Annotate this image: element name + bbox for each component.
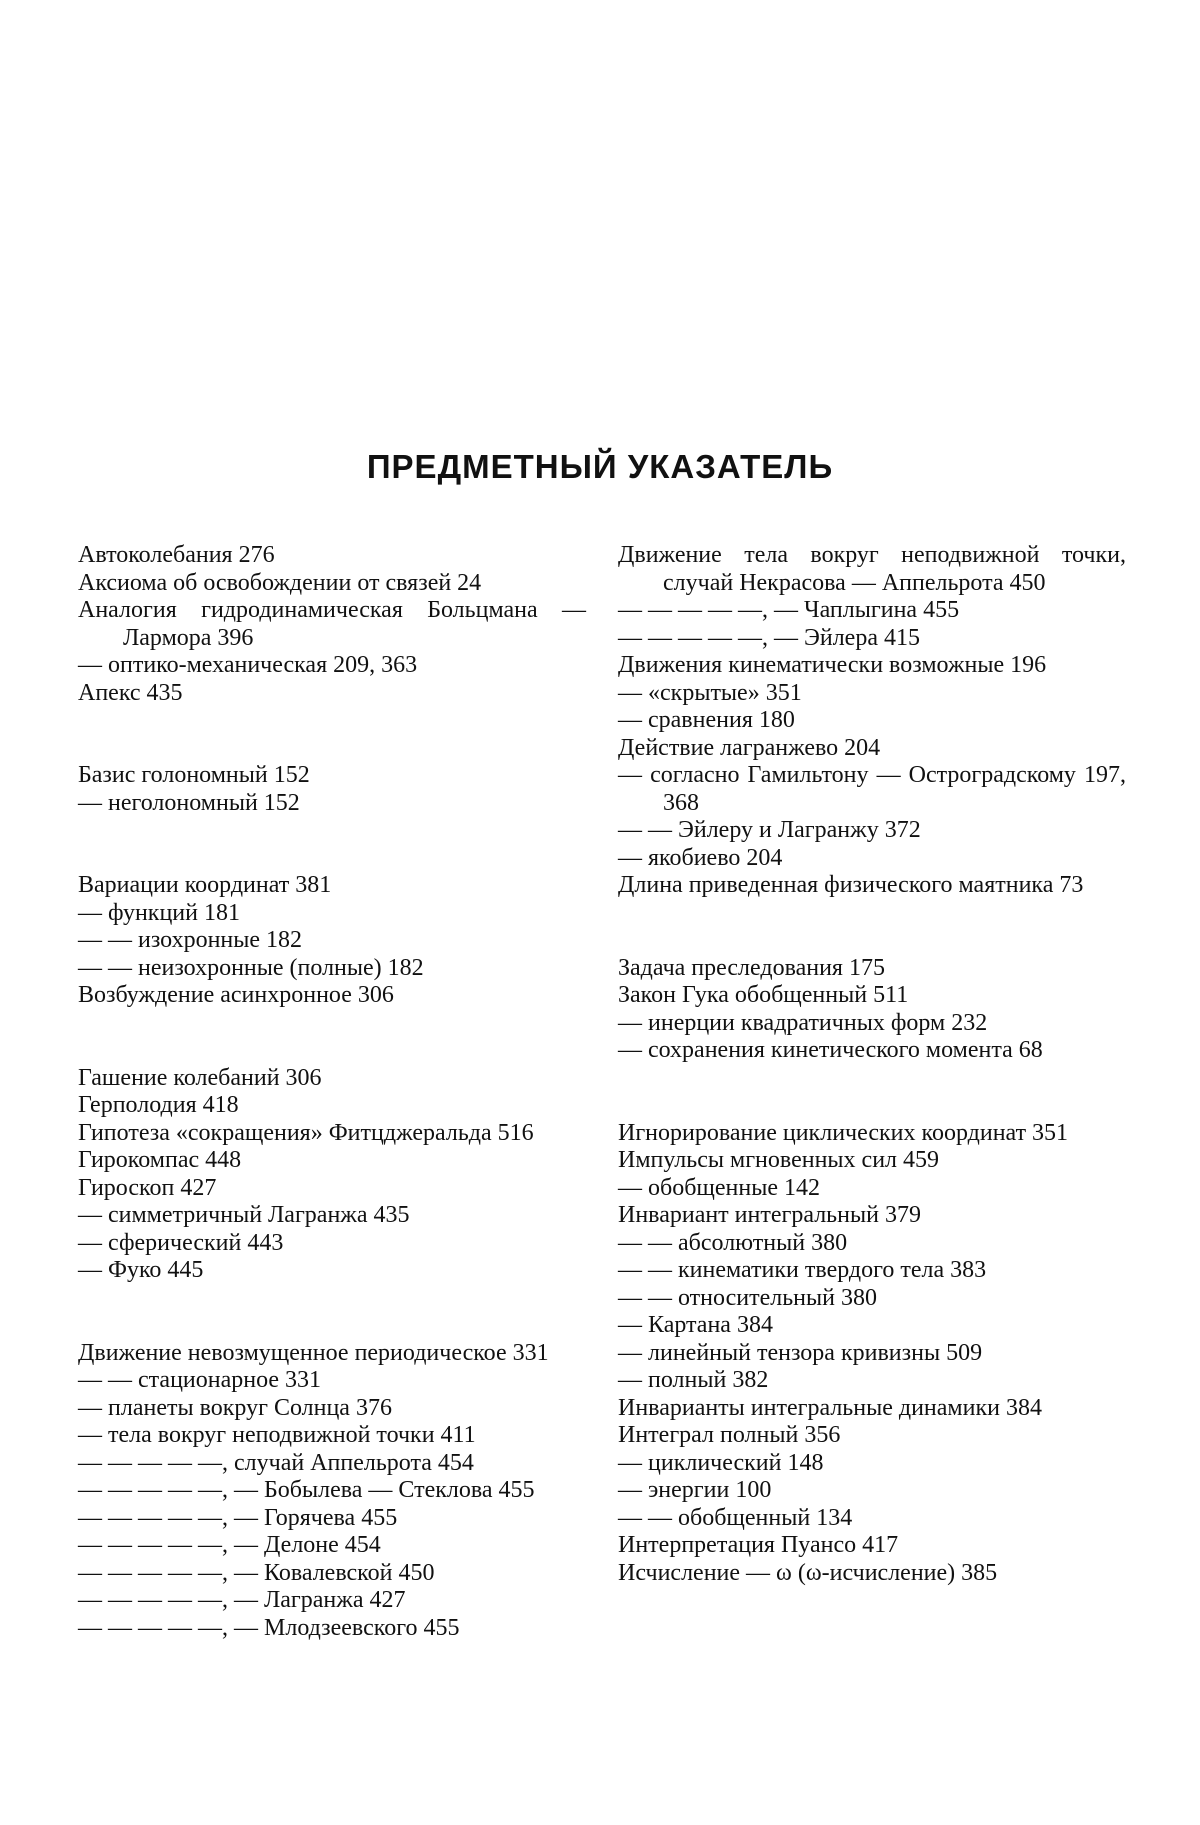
index-entry: — энергии 100 bbox=[618, 1477, 772, 1503]
index-entry: — линейный тензора кривизны 509 bbox=[618, 1339, 983, 1366]
index-entry: — — — — —, — Чаплыгина 455 bbox=[618, 597, 960, 623]
index-entry: Инварианты интегральные динамики 384 bbox=[618, 1394, 1042, 1421]
right-section bbox=[618, 1120, 1126, 1588]
index-entry: Игнорирование циклических координат 351 bbox=[618, 1119, 1069, 1146]
left-section bbox=[78, 1340, 586, 1643]
left-column bbox=[78, 542, 586, 1697]
index-entry: — «скрытые» 351 bbox=[618, 679, 802, 706]
index-entry: — — стационарное 331 bbox=[78, 1367, 322, 1393]
index-entry: — — кинематики твердого тела 383 bbox=[618, 1257, 987, 1283]
index-entry: Движение тела вокруг неподвижной точки, случай Некрасова — Аппельрота 450 bbox=[618, 542, 1126, 596]
right-section bbox=[618, 955, 1126, 1065]
index-entry: Закон Гука обобщенный 511 bbox=[618, 982, 909, 1008]
index-entry: Гироскоп 427 bbox=[78, 1174, 217, 1201]
index-entry: Гипотеза «сокращения» Фитцджеральда 516 bbox=[78, 1119, 534, 1146]
left-section bbox=[78, 542, 586, 707]
index-entry: Движение невозмущенное периодическое 331 bbox=[78, 1339, 549, 1366]
index-entry: — — — — —, — Делоне 454 bbox=[78, 1532, 381, 1558]
index-entry: — — — — —, — Горячева 455 bbox=[78, 1504, 398, 1531]
index-entry: Герполодия 418 bbox=[78, 1092, 239, 1118]
page-title: ПРЕДМЕТНЫЙ УКАЗАТЕЛЬ bbox=[366, 448, 834, 485]
index-entry: Базис голономный 152 bbox=[78, 762, 310, 788]
index-entry: — — — — —, — Бобылева — Стеклова 455 bbox=[78, 1477, 535, 1503]
index-entry: — Картана 384 bbox=[618, 1312, 773, 1338]
index-entry: — неголономный 152 bbox=[78, 789, 300, 816]
index-entry: — тела вокруг неподвижной точки 411 bbox=[78, 1422, 476, 1448]
index-entry: Вариации координат 381 bbox=[78, 872, 332, 898]
index-entry: Апекс 435 bbox=[78, 679, 183, 706]
index-entry: — сравнения 180 bbox=[618, 707, 795, 733]
index-entry: Исчисление — ω (ω-исчисление) 385 bbox=[618, 1559, 998, 1586]
index-entry: Импульсы мгновенных сил 459 bbox=[618, 1147, 940, 1173]
index-entry: — Фуко 445 bbox=[78, 1257, 204, 1283]
index-entry: — — — — —, — Лагранжа 427 bbox=[78, 1587, 406, 1613]
index-entry: — якобиево 204 bbox=[618, 844, 783, 871]
index-entry: — оптико-механическая 209, 363 bbox=[78, 652, 418, 678]
index-entry: Длина приведенная физического маятника 73 bbox=[618, 872, 1084, 898]
left-section bbox=[78, 1065, 586, 1285]
index-entry: — — — — —, — Млодзеевского 455 bbox=[78, 1614, 460, 1641]
index-entry: — согласно Гамильтону — Остроградскому 197, 368 bbox=[618, 762, 1126, 816]
index-entry: — сферический 443 bbox=[78, 1229, 284, 1256]
index-entry: — — изохронные 182 bbox=[78, 927, 303, 953]
index-entry: — обобщенные 142 bbox=[618, 1174, 821, 1201]
index-entry: — полный 382 bbox=[618, 1367, 769, 1393]
index-entry: — — абсолютный 380 bbox=[618, 1229, 848, 1256]
index-entry: — — неизохронные (полные) 182 bbox=[78, 954, 424, 981]
index-entry: — — — — —, — Эйлера 415 bbox=[618, 624, 920, 651]
index-entry: — — — — —, случай Аппельрота 454 bbox=[78, 1449, 474, 1476]
index-entry: Гирокомпас 448 bbox=[78, 1147, 242, 1173]
index-entry: — планеты вокруг Солнца 376 bbox=[78, 1394, 392, 1421]
left-section bbox=[78, 872, 586, 1010]
index-entry: — функций 181 bbox=[78, 899, 240, 926]
index-entry: — — обобщенный 134 bbox=[618, 1504, 853, 1531]
index-entry: Инвариант интегральный 379 bbox=[618, 1202, 921, 1228]
index-entry: — инерции квадратичных форм 232 bbox=[618, 1009, 988, 1036]
right-section bbox=[618, 542, 1126, 900]
index-entry: — симметричный Лагранжа 435 bbox=[78, 1202, 410, 1228]
index-entry: Задача преследования 175 bbox=[618, 954, 885, 981]
index-entry: Движения кинематически возможные 196 bbox=[618, 652, 1047, 678]
index-entry: — циклический 148 bbox=[618, 1449, 824, 1476]
index-entry: Действие лагранжево 204 bbox=[618, 734, 881, 761]
left-section bbox=[78, 762, 586, 817]
index-entry: Интеграл полный 356 bbox=[618, 1422, 841, 1448]
index-entry: Аксиома об освобождении от связей 24 bbox=[78, 569, 482, 596]
index-entry: — — относительный 380 bbox=[618, 1284, 877, 1311]
index-entry: — — Эйлеру и Лагранжу 372 bbox=[618, 817, 921, 843]
index-entry: Автоколебания 276 bbox=[78, 542, 275, 568]
index-entry: Возбуждение асинхронное 306 bbox=[78, 982, 394, 1008]
index-entry: — сохранения кинетического момента 68 bbox=[618, 1037, 1043, 1063]
index-entry: — — — — —, — Ковалевской 450 bbox=[78, 1559, 435, 1586]
right-column bbox=[618, 542, 1126, 1642]
index-entry: Аналогия гидродинамическая Больцмана — Лармора 396 bbox=[78, 597, 586, 651]
index-entry: Гашение колебаний 306 bbox=[78, 1064, 322, 1091]
index-entry: Интерпретация Пуансо 417 bbox=[618, 1532, 899, 1558]
